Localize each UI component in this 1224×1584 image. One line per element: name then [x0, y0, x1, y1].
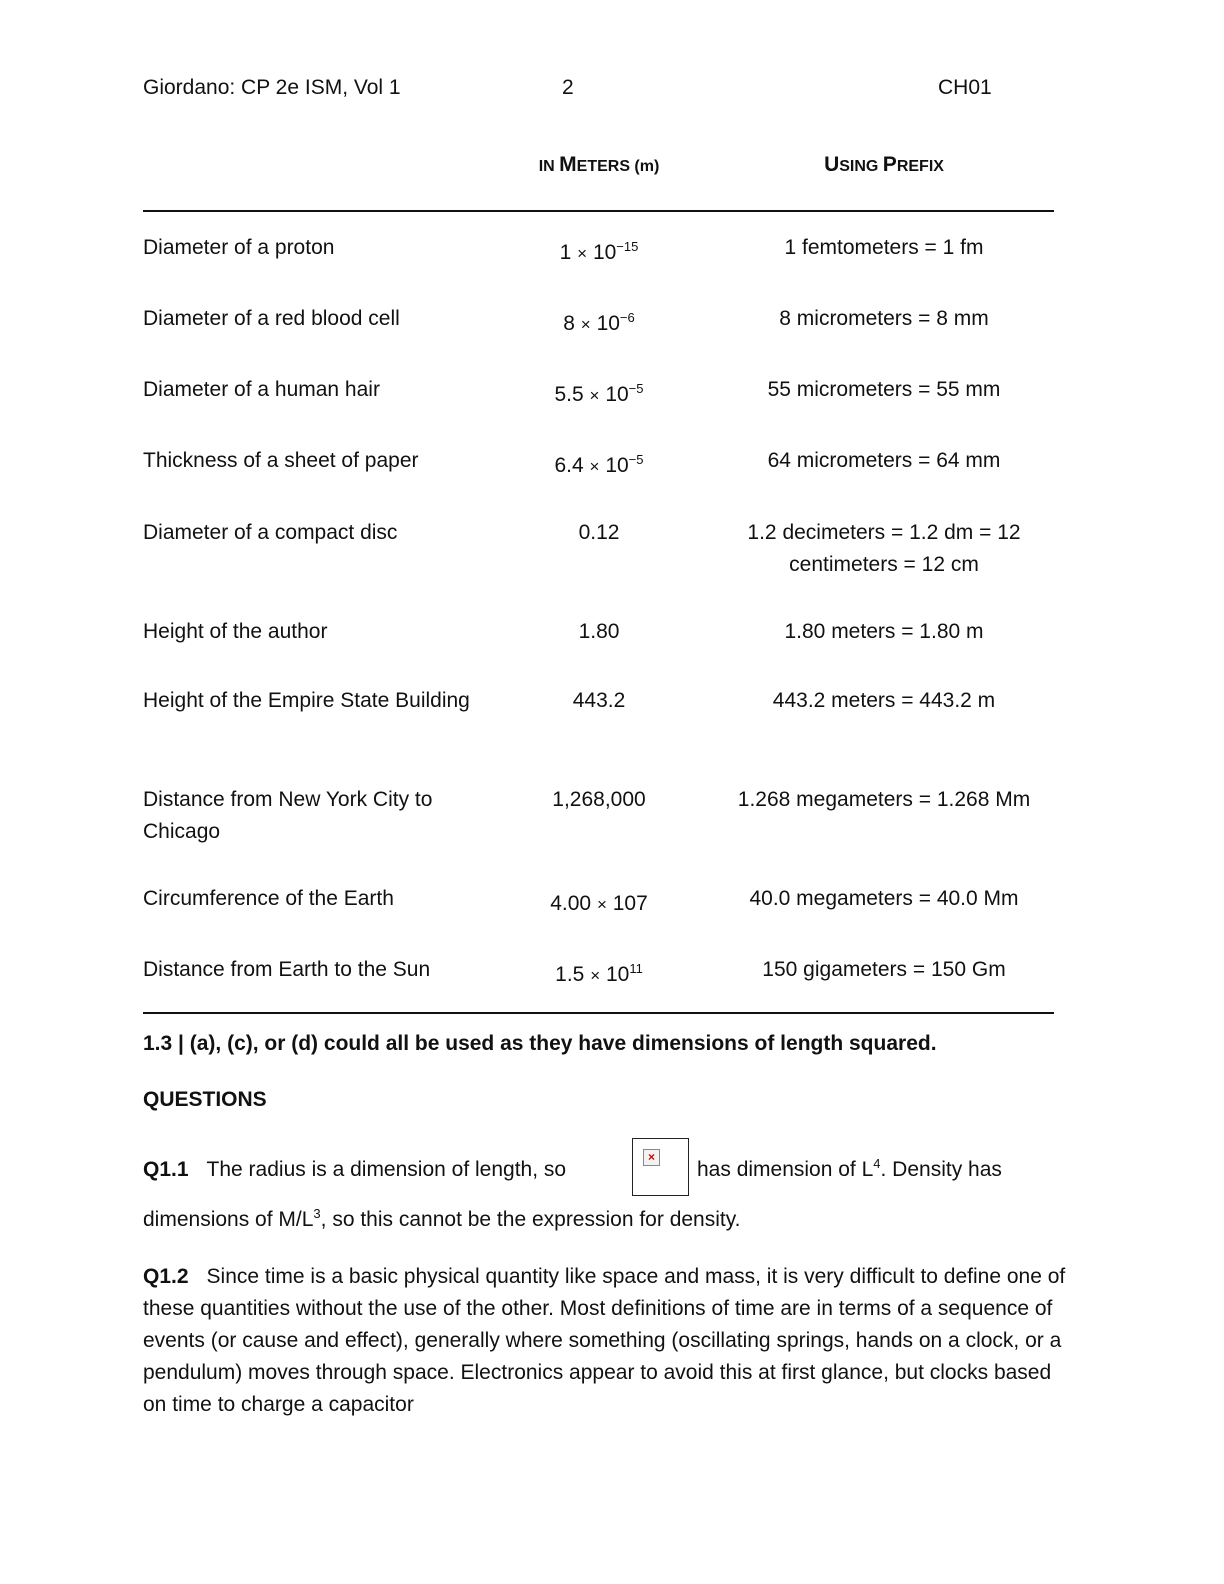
row-label: Diameter of a proton	[143, 236, 335, 259]
row-value-prefix: 1.268 megameters = 1.268 Mm	[737, 788, 1031, 811]
row-label: Diameter of a red blood cell	[143, 307, 400, 330]
broken-image-placeholder	[632, 1138, 689, 1196]
row-value-meters: $6.4 \times 10^{-5}$	[554, 452, 644, 477]
row-value-prefix: 1 femtometers = 1 fm	[784, 236, 984, 259]
row-value-meters: 1.80	[578, 620, 620, 643]
running-header-title: Giordano: CP 2e ISM, Vol 1	[143, 76, 401, 99]
chapter-label: CH01	[938, 76, 992, 99]
row-label: Diameter of a human hair	[143, 378, 380, 401]
row-value-meters: 4.00 × 107	[550, 892, 648, 915]
row-label: Distance from New York City to Chicago	[143, 788, 433, 843]
question-1-2: Q1.2 Since time is a basic physical quantity like space and mass, it is very difficult to define one of these quantities without the use of the other. Most definitions of time are in terms of a sequence of events (or cause and effect), generally where something (oscillating springs, hands on a clock, or a pendulum) moves through space. Electronics appear to avoid this at first glance, but clocks based on time to charge a capacitor	[143, 1265, 1066, 1416]
row-value-prefix: 1.80 meters = 1.80 m	[784, 620, 984, 643]
table-bottom-rule	[143, 1012, 1054, 1014]
row-value-meters: 443.2	[572, 689, 626, 712]
row-value-prefix: 1.2 decimeters = 1.2 dm = 12 centimeters = 12 cm	[747, 521, 1021, 576]
row-label: Height of the author	[143, 620, 328, 643]
row-value-prefix: 40.0 megameters = 40.0 Mm	[749, 887, 1019, 910]
table-top-rule	[143, 210, 1054, 212]
row-label: Diameter of a compact disc	[143, 521, 398, 544]
row-value-meters: $1.5 \times 10^{11}$	[555, 961, 643, 986]
column-heading-meters: IN METERS (m)	[538, 153, 660, 176]
row-value-meters: $5.5 \times 10^{-5}$	[554, 381, 644, 406]
row-value-meters: $8 \times 10^{-6}$	[563, 310, 635, 335]
row-value-prefix: 8 micrometers = 8 mm	[779, 307, 989, 330]
row-value-meters: 0.12	[578, 521, 620, 544]
broken-image-icon: ×	[643, 1149, 660, 1166]
row-label: Height of the Empire State Building	[143, 689, 470, 712]
row-value-prefix: 150 gigameters = 150 Gm	[762, 958, 1006, 981]
question-1-1-line1-end: has dimension of $L^4$. Density has	[697, 1156, 1002, 1181]
answer-1-3: 1.3 | (a), (c), or (d) could all be used as they have dimensions of length squared.	[143, 1032, 937, 1055]
row-label: Circumference of the Earth	[143, 887, 394, 910]
question-1-1-line1: Q1.1 The radius is a dimension of length, so	[143, 1158, 567, 1181]
row-value-prefix: 55 micrometers = 55 mm	[767, 378, 1001, 401]
row-value-meters: $1 \times 10^{-15}$	[559, 239, 639, 264]
row-value-prefix: 443.2 meters = 443.2 m	[772, 689, 996, 712]
row-value-meters: 1,268,000	[552, 788, 646, 811]
row-value-prefix: 64 micrometers = 64 mm	[767, 449, 1001, 472]
row-label: Thickness of a sheet of paper	[143, 449, 419, 472]
question-1-1-line2: dimensions of $M/L^3$, so this cannot be the expression for density.	[143, 1206, 741, 1231]
page-number: 2	[562, 76, 574, 99]
column-heading-prefix: USING PREFIX	[824, 153, 944, 176]
row-label: Distance from Earth to the Sun	[143, 958, 431, 981]
section-heading-questions: QUESTIONS	[143, 1088, 267, 1111]
